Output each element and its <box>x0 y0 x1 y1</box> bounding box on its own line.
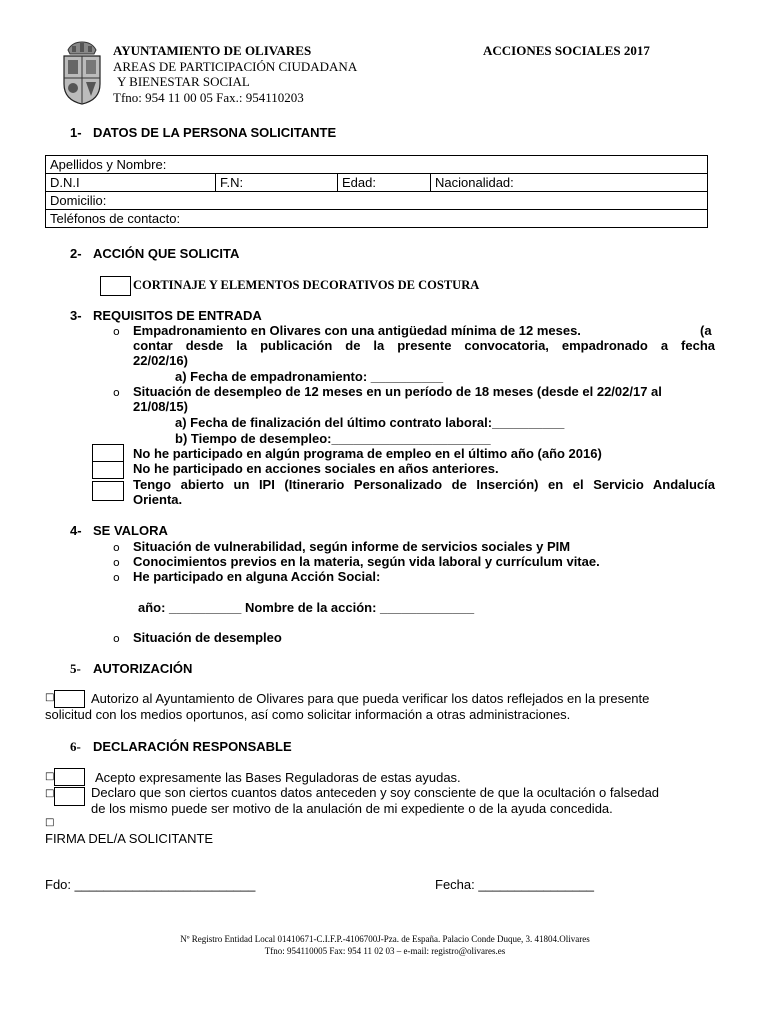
requirement-1-line-1: Empadronamiento en Olivares con una antigüedad mínima de 12 meses. <box>133 323 581 338</box>
section-1-number: 1- <box>70 125 82 140</box>
coat-of-arms-icon <box>58 40 106 106</box>
valora-item-1: Situación de vulnerabilidad, según informe de servicios sociales y PIM <box>133 539 571 554</box>
program-title: ACCIONES SOCIALES 2017 <box>483 43 650 58</box>
footer-line-2: Tfno: 954110005 Fax: 954 11 02 03 – e-mail: registro@olivares.es <box>264 946 506 956</box>
section-3-title: REQUISITOS DE ENTRADA <box>93 308 262 323</box>
firma-label: FIRMA DEL/A SOLICITANTE <box>45 831 214 846</box>
field-apellidos[interactable]: Apellidos y Nombre: <box>46 156 708 174</box>
requirement-1-line-2: contar desde la publicación de la presente convocatoria, empadronado a fecha <box>133 338 715 353</box>
bullet-marker: o <box>113 541 120 554</box>
small-square-icon: □ <box>45 692 55 703</box>
requirement-1-line-1b: (a <box>700 323 712 338</box>
section-4-title: SE VALORA <box>93 523 168 538</box>
section-5-number: 5- <box>70 661 81 676</box>
field-domicilio[interactable]: Domicilio: <box>46 192 708 210</box>
section-4-number: 4- <box>70 523 82 538</box>
field-telefonos[interactable]: Teléfonos de contacto: <box>46 210 708 228</box>
check-1-label: No he participado en algún programa de empleo en el último año (año 2016) <box>133 446 602 461</box>
requirement-1-line-3: 22/02/16) <box>133 353 188 368</box>
bullet-marker: o <box>113 386 120 399</box>
area-line-2: Y BIENESTAR SOCIAL <box>117 74 250 89</box>
valora-item-3: He participado en alguna Acción Social: <box>133 569 381 584</box>
requirement-1-sub-a: a) Fecha de empadronamiento: __________ <box>175 369 444 384</box>
valora-item-4: Situación de desempleo <box>133 630 282 645</box>
section-2-title: ACCIÓN QUE SOLICITA <box>93 246 240 261</box>
fdo-field[interactable]: Fdo: _________________________ <box>45 877 256 892</box>
small-square-icon: □ <box>45 788 55 799</box>
action-option-label: CORTINAJE Y ELEMENTOS DECORATIVOS DE COSTURA <box>133 278 480 292</box>
valora-anio-line[interactable]: año: __________ Nombre de la acción: _____________ <box>138 600 475 615</box>
section-6-title: DECLARACIÓN RESPONSABLE <box>93 739 292 754</box>
checkbox-no-social-actions[interactable] <box>92 461 124 479</box>
section-5-title: AUTORIZACIÓN <box>93 661 193 676</box>
section-3-number: 3- <box>70 308 82 323</box>
checkbox-acepto[interactable] <box>54 768 85 786</box>
valora-item-2: Conocimientos previos en la materia, según vida laboral y currículum vitae. <box>133 554 600 569</box>
declaracion-line-2: Declaro que son ciertos cuantos datos anteceden y soy consciente de que la ocultación o falsedad <box>91 785 660 800</box>
small-square-icon: □ <box>45 817 55 828</box>
area-line-1: AREAS DE PARTICIPACIÓN CIUDADANA <box>113 59 358 74</box>
checkbox-declaro[interactable] <box>54 787 85 806</box>
field-dni[interactable]: D.N.I <box>46 174 216 192</box>
field-edad[interactable]: Edad: <box>338 174 431 192</box>
declaracion-line-1: Acepto expresamente las Bases Reguladoras de estas ayudas. <box>95 770 461 785</box>
bullet-marker: o <box>113 325 120 338</box>
field-fn[interactable]: F.N: <box>216 174 338 192</box>
checkbox-autorizo[interactable] <box>54 690 85 708</box>
requirement-2-sub-b: b) Tiempo de desempleo:______________________ <box>175 431 491 446</box>
small-square-icon: □ <box>45 771 55 782</box>
org-name: AYUNTAMIENTO DE OLIVARES <box>113 43 312 58</box>
autorizo-line-2: solicitud con los medios oportunos, así como solicitar información a otras administraciones. <box>45 707 571 722</box>
requirement-2-line-1: Situación de desempleo de 12 meses en un período de 18 meses (desde el 22/02/17 al <box>133 384 662 399</box>
section-6-number: 6- <box>70 739 81 754</box>
requirement-2-sub-a: a) Fecha de finalización del último contrato laboral:__________ <box>175 415 565 430</box>
declaracion-line-3: de los mismo puede ser motivo de la anulación de mi expediente o de la ayuda concedida. <box>91 801 613 816</box>
checkbox-ipi[interactable] <box>92 481 124 501</box>
action-checkbox[interactable] <box>100 276 131 296</box>
applicant-data-table <box>45 155 708 228</box>
autorizo-line-1: Autorizo al Ayuntamiento de Olivares para que pueda verificar los datos reflejados en la presente <box>91 691 650 706</box>
section-2-number: 2- <box>70 246 82 261</box>
fecha-field[interactable]: Fecha: ________________ <box>435 877 595 892</box>
field-nacionalidad[interactable]: Nacionalidad: <box>431 174 708 192</box>
bullet-marker: o <box>113 632 120 645</box>
check-2-label: No he participado en acciones sociales en años anteriores. <box>133 461 499 476</box>
check-3-line-1: Tengo abierto un IPI (Itinerario Personalizado de Inserción) en el Servicio Andalucía <box>133 477 715 492</box>
bullet-marker: o <box>113 571 120 584</box>
footer-line-1: Nº Registro Entidad Local 01410671-C.I.F.P.-4106700J-Pza. de España. Palacio Conde Duque, 3. 41804.Olivares <box>180 934 590 944</box>
section-1-title: DATOS DE LA PERSONA SOLICITANTE <box>93 125 337 140</box>
requirement-2-line-2: 21/08/15) <box>133 399 188 414</box>
checkbox-no-employment-program[interactable] <box>92 444 124 462</box>
bullet-marker: o <box>113 556 120 569</box>
check-3-line-2: Orienta. <box>133 492 183 507</box>
header-phone: Tfno: 954 11 00 05 Fax.: 954110203 <box>113 90 304 105</box>
